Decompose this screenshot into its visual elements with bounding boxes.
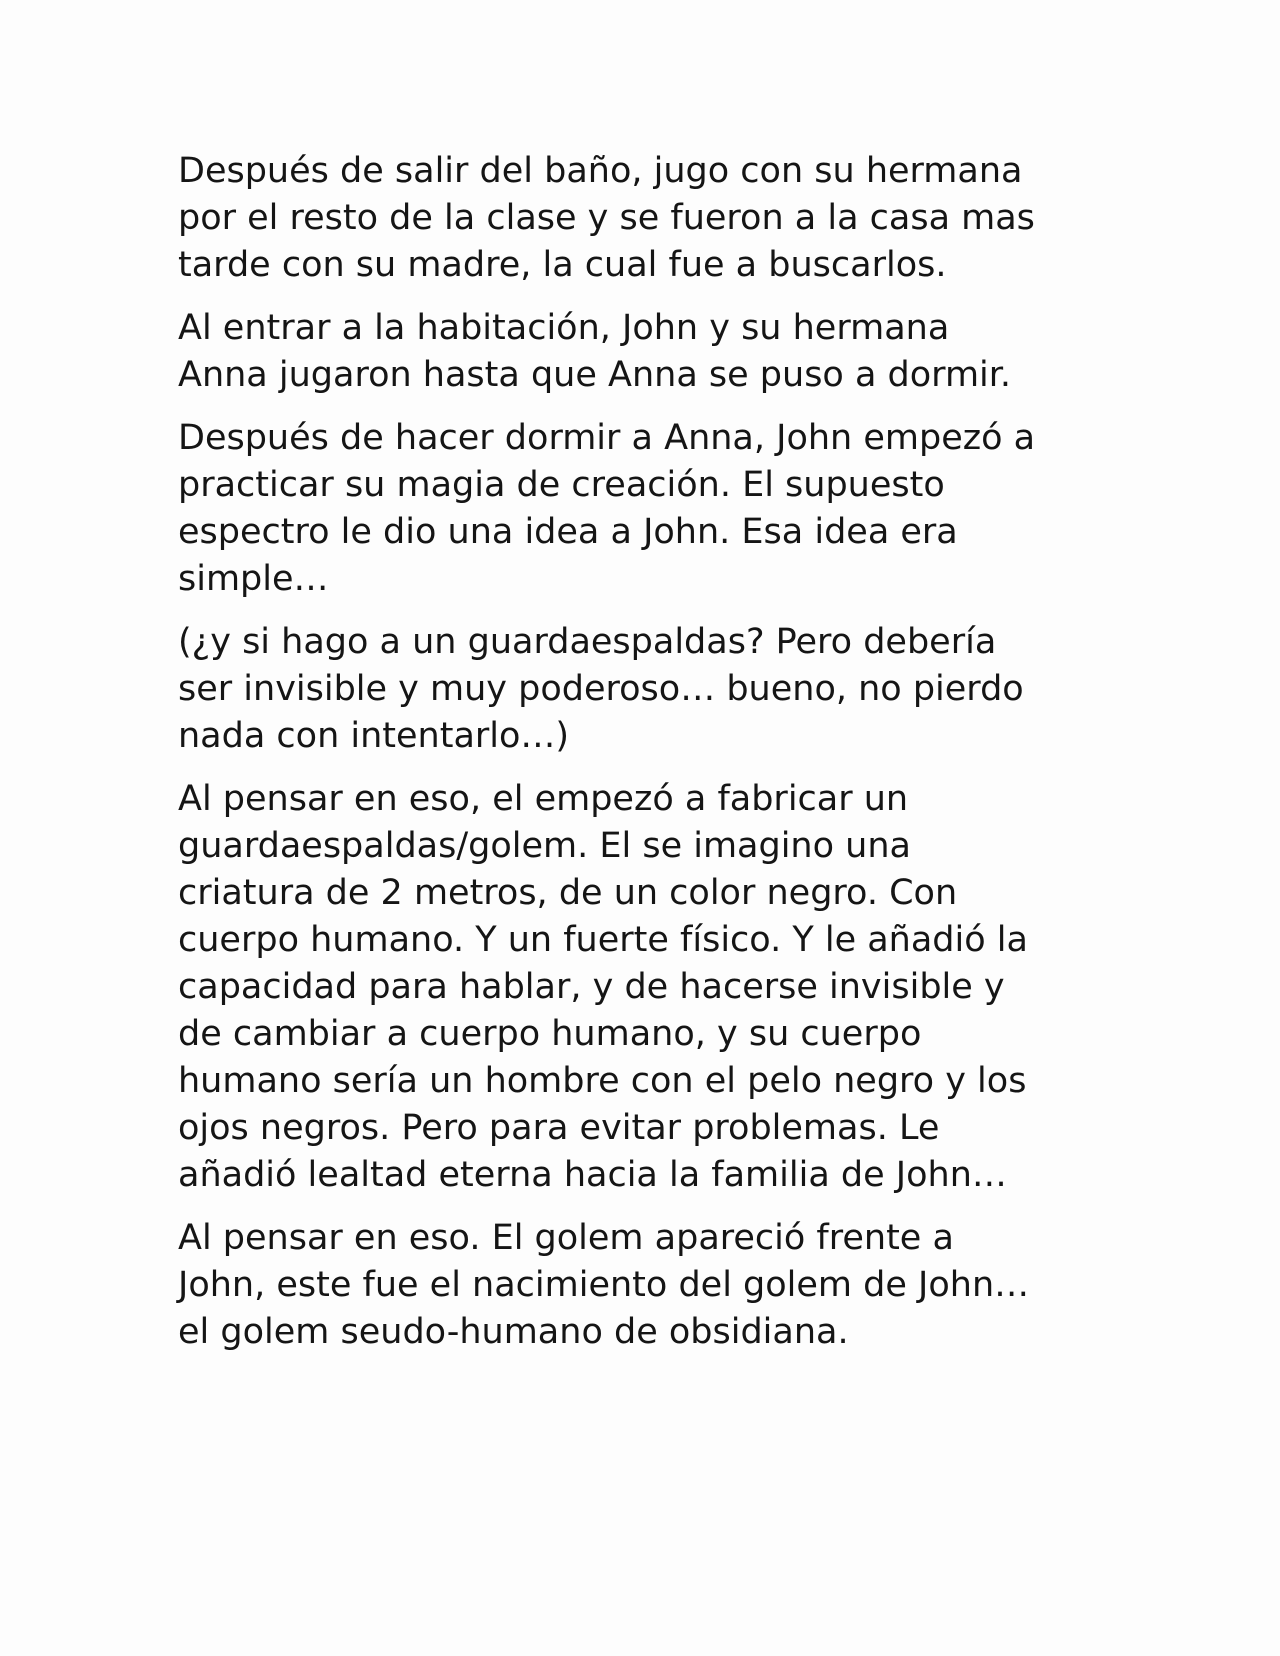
- document-body: [178, 148, 1118, 1372]
- paragraph: [178, 148, 1118, 289]
- text-line: ojos negros. Pero para evitar problemas. Le: [178, 1108, 940, 1148]
- text-line: Al pensar en eso. El golem apareció frente a: [178, 1218, 954, 1258]
- text-line: criatura de 2 metros, de un color negro. Con: [178, 873, 958, 913]
- text-line: humano sería un hombre con el pelo negro y los: [178, 1061, 1027, 1101]
- text-line: (¿y si hago a un guardaespaldas? Pero debería: [178, 622, 997, 662]
- text-line: ser invisible y muy poderoso… bueno, no pierdo: [178, 669, 1024, 709]
- text-line: por el resto de la clase y se fueron a la casa mas: [178, 198, 1035, 238]
- text-line: practicar su magia de creación. El supuesto: [178, 465, 945, 505]
- text-line: añadió lealtad eterna hacia la familia de John…: [178, 1155, 1007, 1195]
- text-line: guardaespaldas/golem. El se imagino una: [178, 826, 911, 866]
- paragraph: [178, 305, 1118, 399]
- text-line: nada con intentarlo…): [178, 716, 570, 756]
- text-line: simple…: [178, 559, 329, 599]
- text-line: Al pensar en eso, el empezó a fabricar un: [178, 779, 909, 819]
- paragraph: [178, 415, 1118, 603]
- text-line: espectro le dio una idea a John. Esa idea era: [178, 512, 958, 552]
- text-line: Anna jugaron hasta que Anna se puso a dormir.: [178, 355, 1012, 395]
- text-line: cuerpo humano. Y un fuerte físico. Y le añadió la: [178, 920, 1028, 960]
- paragraph: [178, 619, 1118, 760]
- text-line: tarde con su madre, la cual fue a buscarlos.: [178, 245, 947, 285]
- paragraph: [178, 1215, 1118, 1356]
- text-line: Al entrar a la habitación, John y su hermana: [178, 308, 950, 348]
- text-line: Después de hacer dormir a Anna, John empezó a: [178, 418, 1036, 458]
- text-line: de cambiar a cuerpo humano, y su cuerpo: [178, 1014, 922, 1054]
- text-line: el golem seudo-humano de obsidiana.: [178, 1312, 849, 1352]
- text-line: John, este fue el nacimiento del golem de John…: [178, 1265, 1030, 1305]
- paragraph: [178, 776, 1118, 1199]
- text-line: Después de salir del baño, jugo con su hermana: [178, 151, 1023, 191]
- text-line: capacidad para hablar, y de hacerse invisible y: [178, 967, 1005, 1007]
